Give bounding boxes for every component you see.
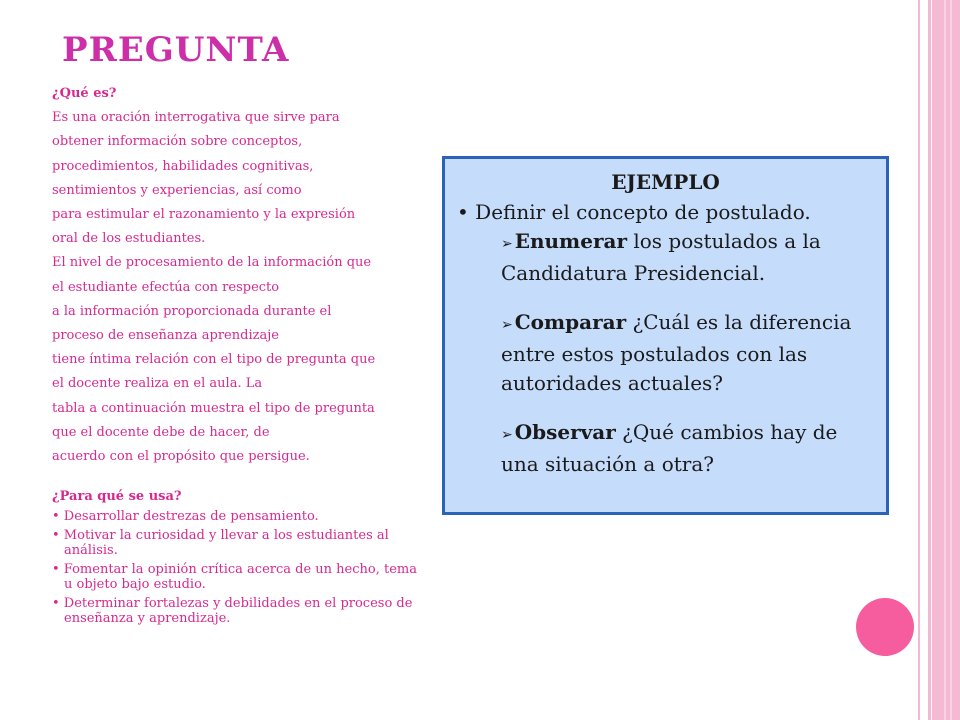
example-title: EJEMPLO <box>611 170 720 194</box>
example-keyword: Enumerar <box>514 229 627 253</box>
example-item <box>501 418 871 479</box>
example-keyword: Comparar <box>514 310 627 334</box>
use-item: • Fomentar la opinión crítica acerca de un hecho, tema u objeto bajo estudio. <box>52 562 417 593</box>
definition-line: acuerdo con el propósito que persigue. <box>52 449 310 465</box>
definition-line: obtener información sobre conceptos, <box>52 134 303 150</box>
example-text: los postulados a la Candidatura Presidencial. <box>501 229 821 285</box>
border-band-line <box>950 0 952 720</box>
definition-line: el docente realiza en el aula. La <box>52 376 263 392</box>
example-bullet: • Definir el concepto de postulado. <box>457 200 811 224</box>
border-gap <box>920 0 928 720</box>
definition-line: oral de los estudiantes. <box>52 231 206 247</box>
border-band-line <box>944 0 946 720</box>
definition-line: procedimientos, habilidades cognitivas, <box>52 158 314 174</box>
border-band <box>932 0 960 720</box>
definition-line: tiene íntima relación con el tipo de pregunta que <box>52 352 376 368</box>
definition-line: que el docente debe de hacer, de <box>52 424 270 440</box>
definition-line: proceso de enseñanza aprendizaje <box>52 328 279 344</box>
border-stripe <box>928 0 931 720</box>
question-label: ¿Qué es? <box>52 86 117 101</box>
definition-line: El nivel de procesamiento de la información que <box>52 255 372 271</box>
definition-line: a la información proporcionada durante el <box>52 303 332 319</box>
example-text: ¿Qué cambios hay de una situación a otra? <box>501 420 838 476</box>
definition-column <box>52 82 427 626</box>
example-item <box>501 227 871 288</box>
definition-line: para estimular el razonamiento y la expresión <box>52 207 356 223</box>
use-item: • Determinar fortalezas y debilidades en el proceso de enseñanza y aprendizaje. <box>52 596 413 627</box>
use-item: • Motivar la curiosidad y llevar a los estudiantes al análisis. <box>52 528 389 559</box>
example-box <box>442 156 889 515</box>
uses-list <box>52 509 427 626</box>
example-keyword: Observar <box>514 420 616 444</box>
definition-text <box>52 106 427 469</box>
slide-title: PREGUNTA <box>62 30 290 70</box>
definition-line: tabla a continuación muestra el tipo de pregunta <box>52 400 375 416</box>
arrow-bullet-icon: ➢ <box>501 236 513 252</box>
example-text: ¿Cuál es la diferencia entre estos postulados con las autoridades actuales? <box>501 310 852 395</box>
example-item <box>501 308 871 398</box>
decorative-circle <box>856 598 914 656</box>
definition-line: el estudiante efectúa con respecto <box>52 279 280 295</box>
definition-line: sentimientos y experiencias, así como <box>52 182 302 198</box>
use-item: • Desarrollar destrezas de pensamiento. <box>52 509 319 525</box>
definition-line: Es una oración interrogativa que sirve para <box>52 110 340 126</box>
arrow-bullet-icon: ➢ <box>501 427 513 443</box>
arrow-bullet-icon: ➢ <box>501 317 513 333</box>
uses-label: ¿Para qué se usa? <box>52 489 182 505</box>
